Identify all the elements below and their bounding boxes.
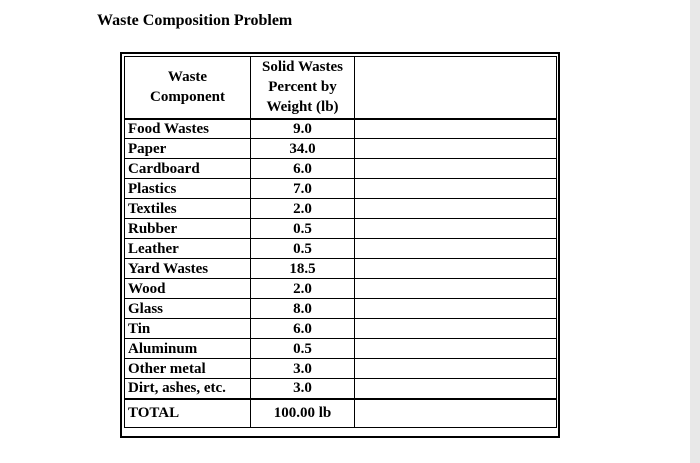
page-title: Waste Composition Problem xyxy=(97,12,293,29)
waste-component-cell: Paper xyxy=(125,139,251,159)
empty-cell xyxy=(355,119,557,139)
weight-value-cell: 34.0 xyxy=(251,139,355,159)
header-percent-by-weight xyxy=(251,57,355,119)
waste-component-cell: Plastics xyxy=(125,179,251,199)
header-value-line: Percent by xyxy=(268,79,337,96)
header-waste-component xyxy=(125,57,251,119)
empty-cell xyxy=(355,279,557,299)
waste-component-cell: Cardboard xyxy=(125,159,251,179)
empty-cell xyxy=(355,259,557,279)
table-row xyxy=(125,319,557,339)
waste-component-cell: Aluminum xyxy=(125,339,251,359)
waste-component-cell: Dirt, ashes, etc. xyxy=(125,379,251,399)
waste-component-cell: Textiles xyxy=(125,199,251,219)
header-empty-cell xyxy=(355,57,557,119)
waste-component-cell: Tin xyxy=(125,319,251,339)
table-body xyxy=(125,57,557,428)
empty-cell xyxy=(355,199,557,219)
waste-component-cell: Food Wastes xyxy=(125,119,251,139)
empty-cell xyxy=(355,379,557,399)
weight-value-cell: 6.0 xyxy=(251,159,355,179)
table-row xyxy=(125,139,557,159)
header-value-line: Weight (lb) xyxy=(266,99,339,116)
table-row xyxy=(125,179,557,199)
empty-cell xyxy=(355,179,557,199)
weight-value-cell: 0.5 xyxy=(251,339,355,359)
table-row xyxy=(125,239,557,259)
table-row xyxy=(125,219,557,239)
weight-value-cell: 7.0 xyxy=(251,179,355,199)
header-component-line: Waste xyxy=(167,69,208,86)
waste-component-cell: Other metal xyxy=(125,359,251,379)
weight-value-cell: 3.0 xyxy=(251,359,355,379)
waste-component-cell: Yard Wastes xyxy=(125,259,251,279)
table-row xyxy=(125,159,557,179)
table-row xyxy=(125,299,557,319)
table-row xyxy=(125,119,557,139)
table-row xyxy=(125,359,557,379)
weight-value-cell: 0.5 xyxy=(251,239,355,259)
header-value-line: Solid Wastes xyxy=(262,59,343,76)
weight-value-cell: 0.5 xyxy=(251,219,355,239)
empty-cell xyxy=(355,299,557,319)
waste-component-cell: Wood xyxy=(125,279,251,299)
weight-value-cell: 2.0 xyxy=(251,279,355,299)
table-row xyxy=(125,199,557,219)
empty-cell xyxy=(355,239,557,259)
empty-cell xyxy=(355,159,557,179)
waste-component-cell: Glass xyxy=(125,299,251,319)
weight-value-cell: 3.0 xyxy=(251,379,355,399)
empty-cell xyxy=(355,139,557,159)
weight-value-cell: 18.5 xyxy=(251,259,355,279)
waste-composition-table xyxy=(120,52,560,438)
empty-cell xyxy=(355,399,557,428)
waste-component-cell: Rubber xyxy=(125,219,251,239)
weight-value-cell: 6.0 xyxy=(251,319,355,339)
empty-cell xyxy=(355,359,557,379)
total-label: TOTAL xyxy=(125,399,251,428)
weight-value-cell: 2.0 xyxy=(251,199,355,219)
table-grid xyxy=(124,56,557,428)
empty-cell xyxy=(355,339,557,359)
weight-value-cell: 8.0 xyxy=(251,299,355,319)
empty-cell xyxy=(355,219,557,239)
total-value: 100.00 lb xyxy=(251,399,355,428)
weight-value-cell: 9.0 xyxy=(251,119,355,139)
table-row xyxy=(125,259,557,279)
table-header-row xyxy=(125,57,557,119)
header-component-line: Component xyxy=(149,89,225,106)
waste-component-cell: Leather xyxy=(125,239,251,259)
table-row xyxy=(125,279,557,299)
table-row xyxy=(125,379,557,399)
total-row xyxy=(125,399,557,428)
empty-cell xyxy=(355,319,557,339)
table-row xyxy=(125,339,557,359)
